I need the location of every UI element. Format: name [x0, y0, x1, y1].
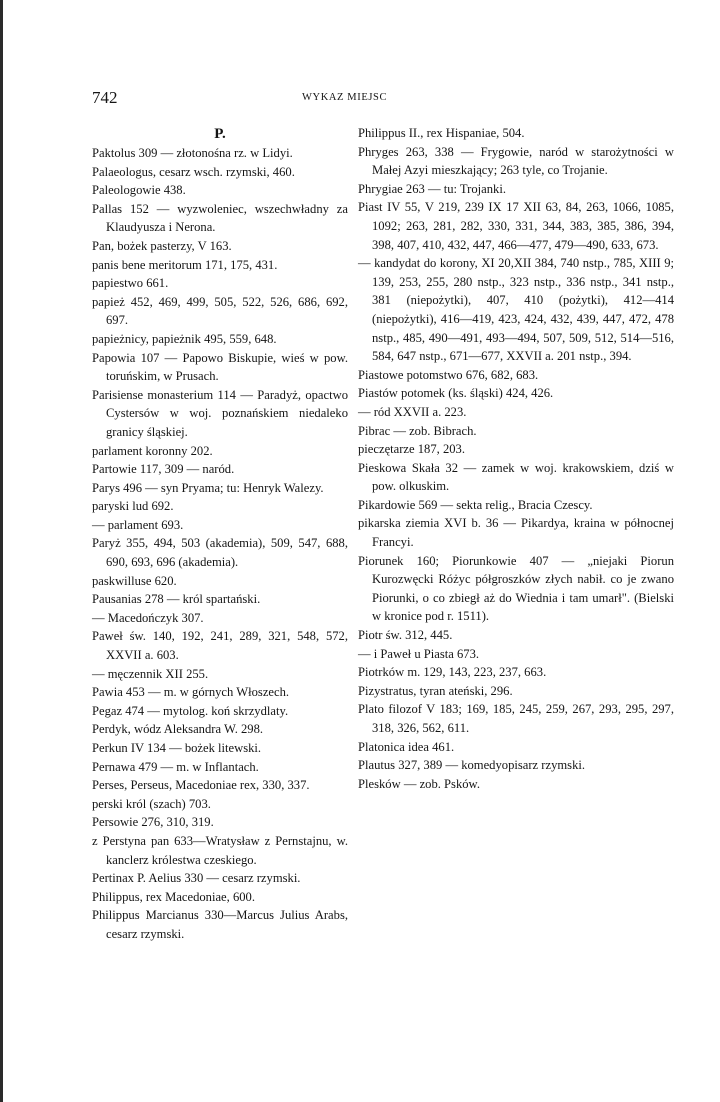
- index-entry: papiestwo 661.: [92, 276, 169, 291]
- index-entry: Perdyk, wódz Aleksandra W. 298.: [92, 722, 264, 737]
- index-entry: Piastowe potomstwo 676, 682, 683.: [358, 367, 539, 382]
- index-entry: Pieskowa Skała 32 — zamek w woj. krakowskiem, dziś w pow. olkuskim.: [358, 460, 674, 494]
- index-entry: Palaeologus, cesarz wsch. rzymski, 460.: [92, 164, 295, 179]
- index-entry: Pikardowie 569 — sekta relig., Bracia Czescy.: [358, 497, 593, 512]
- index-entry: Pan, bożek pasterzy, V 163.: [92, 238, 232, 253]
- index-entry: — parlament 693.: [92, 517, 184, 532]
- index-entry: Plato filozof V 183; 169, 185, 245, 259, 267, 293, 295, 297, 318, 326, 562, 611.: [358, 702, 674, 735]
- index-entry: Partowie 117, 309 — naród.: [92, 462, 235, 477]
- section-letter: P.: [214, 126, 226, 142]
- page-header: [92, 88, 672, 110]
- index-entry: — ród XXVII a. 223.: [358, 404, 467, 419]
- index-entry: Perses, Perseus, Macedoniae rex, 330, 337.: [92, 778, 310, 793]
- index-entry: Persowie 276, 310, 319.: [92, 815, 214, 830]
- index-entry: papież 452, 469, 499, 505, 522, 526, 686, 692, 697.: [92, 294, 348, 328]
- index-entry: pikarska ziemia XVI b. 36 — Pikardya, kraina w północnej Francyi.: [358, 516, 674, 550]
- index-entry: Philippus, rex Macedoniae, 600.: [92, 889, 255, 904]
- index-entry: Pausanias 278 — król spartański.: [92, 592, 261, 607]
- index-entry: panis bene meritorum 171, 175, 431.: [92, 257, 278, 272]
- index-entry: — i Paweł u Piasta 673.: [358, 646, 480, 661]
- index-entry: Pibrac — zob. Bibrach.: [358, 423, 477, 438]
- index-entry: Paryż 355, 494, 503 (akademia), 509, 547, 688, 690, 693, 696 (akademia).: [92, 536, 348, 570]
- index-entry: Pallas 152 — wyzwoleniec, wszechwładny za Klaudyusza i Nerona.: [92, 201, 348, 235]
- index-entry: Pizystratus, tyran ateński, 296.: [358, 683, 513, 698]
- index-entry: Perkun IV 134 — bożek litewski.: [92, 741, 262, 755]
- index-entry: — męczennik XII 255.: [92, 666, 209, 681]
- index-entry: perski król (szach) 703.: [92, 796, 211, 811]
- running-head: WYKAZ MIEJSC: [302, 92, 388, 103]
- index-entry: paryski lud 692.: [92, 499, 174, 514]
- index-entry: Phryges 263, 338 — Frygowie, naród w starożytności w Małej Azyi mieszkający; 263 tyle, co Trojanie.: [358, 144, 674, 178]
- index-entry: Piotr św. 312, 445.: [358, 628, 453, 643]
- index-entry: Pertinax P. Aelius 330 — cesarz rzymski.: [92, 871, 301, 886]
- index-entry: — Macedończyk 307.: [92, 610, 204, 625]
- index-entry: Philippus Marcianus 330—Marcus Julius Arabs, cesarz rzymski.: [92, 908, 348, 941]
- left-entries: [92, 144, 348, 944]
- scan-edge-shadow: [0, 0, 3, 1102]
- index-entry: Platonica idea 461.: [358, 739, 455, 754]
- left-column: [92, 124, 348, 944]
- index-entry: Piast IV 55, V 219, 239 IX 17 XII 63, 84, 263, 1066, 1085, 1092; 263, 281, 282, 330, 331, 344, 383, 385, 386, 394, 398, 407, 410, 432, 447, 466—477, 479—490, 633, 673.: [358, 200, 674, 252]
- index-entry: parlament koronny 202.: [92, 443, 213, 458]
- index-entry: Plautus 327, 389 — komedyopisarz rzymski.: [358, 758, 586, 773]
- index-entry: — kandydat do korony, XI 20,XII 384, 740 nstp., 785, XIII 9; 139, 253, 255, 280 nstp., 323 nstp., 336 nstp., 341 nstp., 381 (niepożytki), 407, 410 (pożytki), 412—414 (niepożytki), 416—419, 423, 424, 432, 439, 447, 472, 478 nstp., 485, 490—491, 493—494, 507, 509, 512, 514—516, 584, 647 nstp., 671—677, XXVII a. 201 nstp., 394.: [358, 256, 674, 364]
- index-entry: Paleologowie 438.: [92, 183, 186, 198]
- index-entry: Pawia 453 — m. w górnych Włoszech.: [92, 685, 290, 700]
- right-entries: [358, 124, 674, 793]
- index-entry: paskwilluse 620.: [92, 573, 177, 588]
- right-column: [358, 124, 674, 793]
- index-entry: Pegaz 474 — mytolog. koń skrzydlaty.: [92, 703, 289, 718]
- index-entry: Parisiense monasterium 114 — Paradyż, opactwo Cystersów w woj. poznańskiem niedaleko granicy śląskiej.: [92, 387, 348, 439]
- index-entry: papieżnicy, papieżnik 495, 559, 648.: [92, 331, 277, 346]
- page-number: 742: [92, 88, 118, 107]
- index-entry: Pernawa 479 — m. w Inflantach.: [92, 759, 259, 774]
- index-entry: Piorunek 160; Piorunkowie 407 — „niejaki Piorun Kurozwęcki Różyc półgroszków złych nabił. co je zwano Piorunki, o co zbiegł aż do Wiednia i tam umarł". (Bielski w kronice pod r. 1511).: [358, 553, 674, 624]
- index-entry: Parys 496 — syn Pryama; tu: Henryk Walezy.: [92, 480, 324, 495]
- index-entry: z Perstyna pan 633—Wratysław z Pernstajnu, w. kanclerz królestwa czeskiego.: [92, 833, 348, 867]
- index-entry: Philippus II., rex Hispaniae, 504.: [358, 126, 525, 140]
- index-entry: pieczętarze 187, 203.: [358, 442, 465, 457]
- index-entry: Papowia 107 — Papowo Biskupie, wieś w pow. toruńskim, w Prusach.: [92, 350, 348, 384]
- index-entry: Paweł św. 140, 192, 241, 289, 321, 548, 572, XXVII a. 603.: [92, 629, 348, 663]
- index-entry: Phrygiae 263 — tu: Trojanki.: [358, 181, 506, 196]
- index-entry: Piotrków m. 129, 143, 223, 237, 663.: [358, 665, 547, 680]
- index-entry: Piastów potomek (ks. śląski) 424, 426.: [358, 386, 554, 401]
- index-entry: Paktolus 309 — złotonośna rz. w Lidyi.: [92, 146, 293, 160]
- index-entry: Plesków — zob. Psków.: [358, 776, 480, 791]
